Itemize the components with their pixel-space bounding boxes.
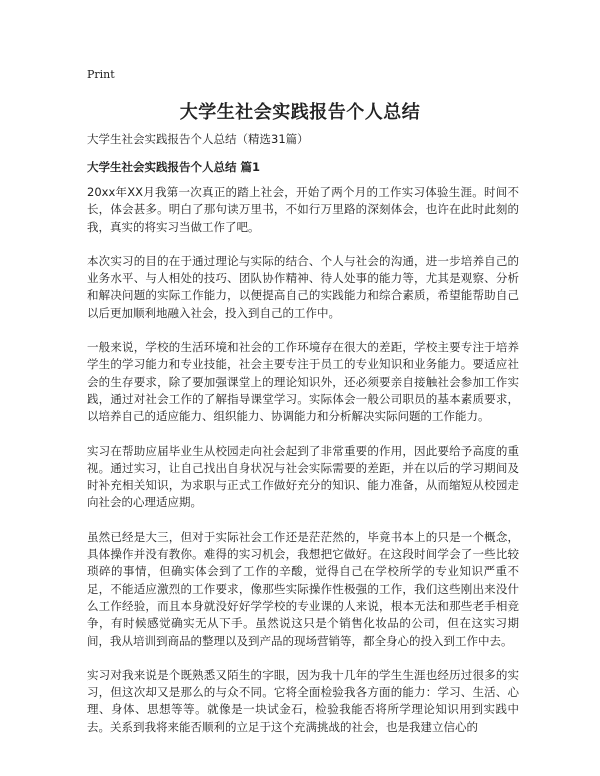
section-heading: 大学生社会实践报告个人总结 篇1 <box>87 160 261 174</box>
document-subtitle: 大学生社会实践报告个人总结（精选31篇） <box>87 132 309 146</box>
document-body <box>87 184 519 753</box>
paragraph: 本次实习的目的在于通过理论与实际的结合、个人与社会的沟通，进一步培养自己的业务水平、与人相处的技巧、团队协作精神、待人处事的能力等，尤其是观察、分析和解决问题的实际工作能力，以便提高自己的实践能力和综合素质，希望能帮助自己以后更加顺利地融入社会，投入到自己的工作中。 <box>87 253 519 320</box>
paragraph: 实习对我来说是个既熟悉又陌生的字眼，因为我十几年的学生生涯也经历过很多的实习，但这次却又是那么的与众不同。它将全面检验我各方面的能力：学习、生活、心理、身体、思想等等。就像是一块试金石，检验我能否将所学理论知识用到实践中去。关系到我将来能否顺利的立足于这个充满挑战的社会，也是我建立信心的 <box>87 667 519 734</box>
page-title: 大学生社会实践报告个人总结 <box>179 102 421 123</box>
print-link[interactable]: Print <box>87 68 115 81</box>
paragraph: 实习在帮助应届毕业生从校园走向社会起到了非常重要的作用，因此要给予高度的重视。通过实习，让自己找出自身状况与社会实际需要的差距，并在以后的学习期间及时补充相关知识，为求职与正式工作做好充分的知识、能力准备，从而缩短从校园走向社会的心理适应期。 <box>87 443 519 510</box>
paragraph: 虽然已经是大三，但对于实际社会工作还是茫茫然的，毕竟书本上的只是一个概念，具体操作并没有教你。难得的实习机会，我想把它做好。在这段时间学会了一些比较琐碎的事情，但确实体会到了工作的辛酸，觉得自己在学校所学的专业知识严重不足，不能适应激烈的工作要求，像那些实际操作性极强的工作，我们这些刚出来没什么工作经验，而且本身就没好好学学校的专业课的人来说，根本无法和那些老手相竞争，有时候感觉确实无从下手。虽然说这只是个销售化妆品的公司，但在这实习期间，我从培训到商品的整理以及到产品的现场营销等，都全身心的投入到工作中去。 <box>87 529 519 648</box>
paragraph: 20xx年XX月我第一次真正的踏上社会，开始了两个月的工作实习体验生涯。时间不长，体会甚多。明白了那句读万里书，不如行万里路的深刻体会，也许在此时此刻的我，真实的将实习当做工作了吧。 <box>87 185 519 234</box>
paragraph: 一般来说，学校的生活环境和社会的工作环境存在很大的差距，学校主要专注于培养学生的学习能力和专业技能，社会主要专注于员工的专业知识和业务能力。要适应社会的生存要求，除了要加强课堂上的理论知识外，还必须要亲自接触社会参加工作实践，通过对社会工作的了解指导课堂学习。实际体会一般公司职员的基本素质要求，以培养自己的适应能力、组织能力、协调能力和分析解决实际问题的工作能力。 <box>87 340 519 424</box>
